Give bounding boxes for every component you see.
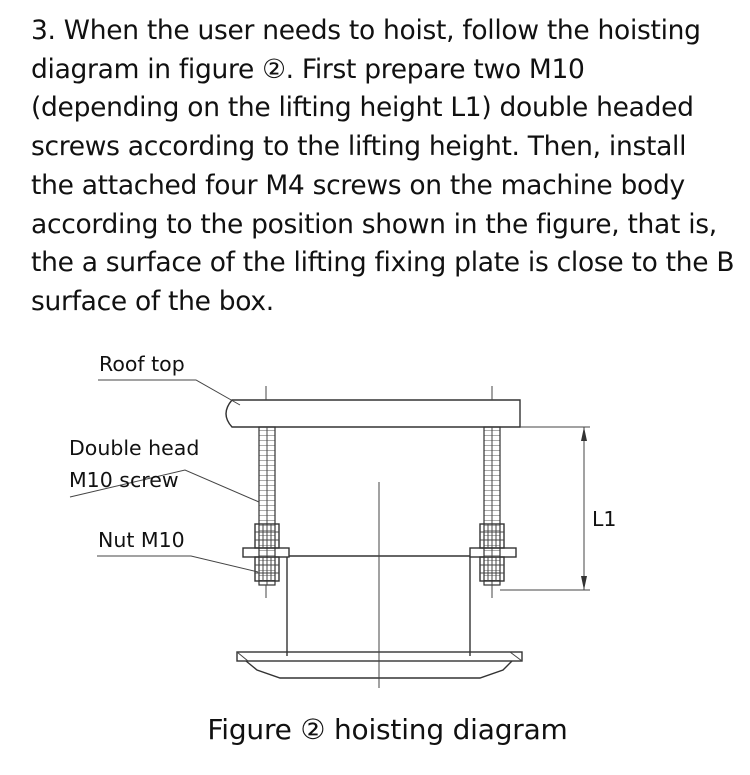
- instruction-paragraph: 3. When the user needs to hoist, follow the hoisting diagram in figure ②. First prepare two M10 (depending on the lifting height L1) double headed screws according to the lifting height. Then, install the attached four M4 screws on the machine body according to the position shown in the figure, that is, the a surface of the lifting fixing plate is close to the B surface of the box.: [31, 15, 735, 317]
- hoisting-diagram: [0, 330, 750, 710]
- dimension-l1: [500, 427, 590, 590]
- roof-top-slab: [226, 400, 520, 427]
- double-head-label-line2: M10 screw: [69, 468, 179, 492]
- double-head-label-line1: Double head: [69, 436, 200, 460]
- dimension-label: L1: [592, 507, 617, 531]
- roof-top-label: Roof top: [99, 352, 185, 376]
- nut-label: Nut M10: [98, 528, 185, 552]
- figure-caption: Figure ② hoisting diagram: [207, 713, 568, 746]
- right-double-head-screw: [484, 386, 500, 598]
- left-double-head-screw: [259, 386, 275, 598]
